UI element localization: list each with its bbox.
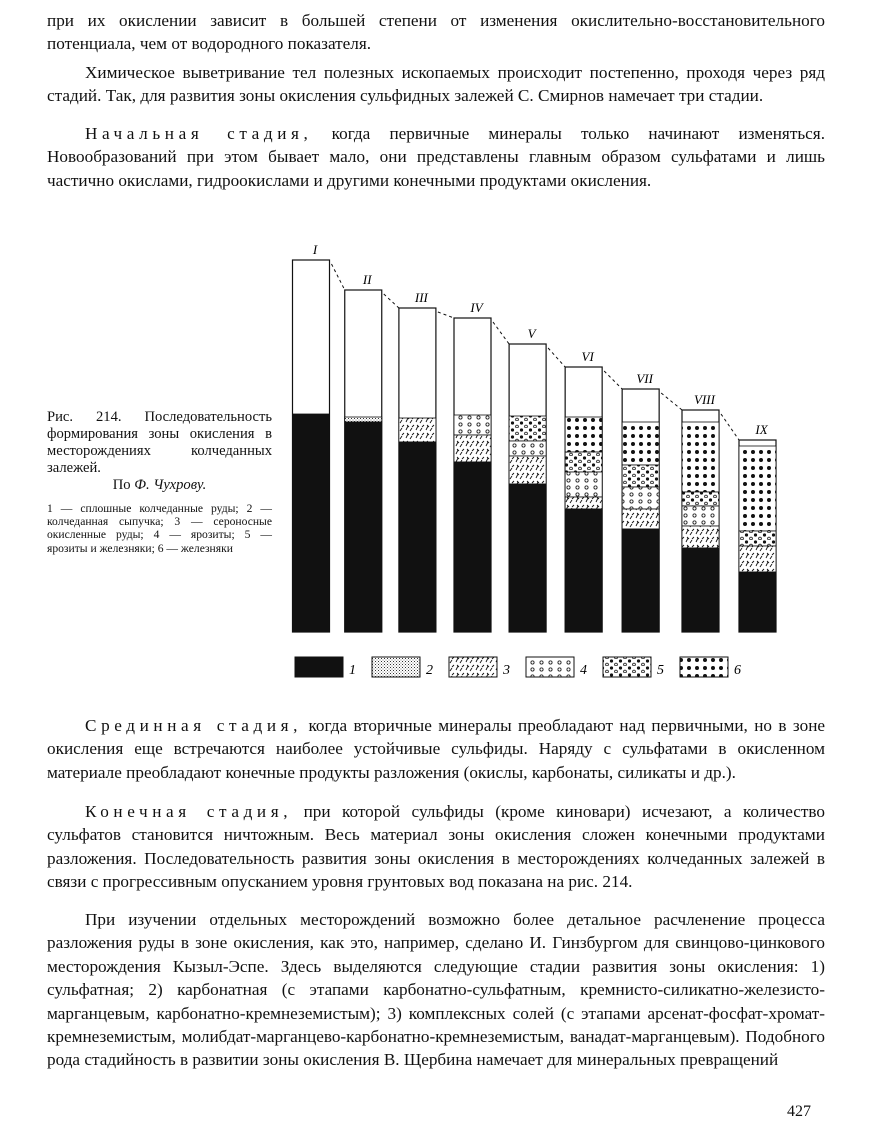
column-label-VIII: VIII xyxy=(694,392,715,407)
column-IV-layer-3 xyxy=(454,462,491,632)
figure-214-diagram xyxy=(285,232,768,694)
caption-byline xyxy=(47,477,272,494)
column-I-layer-1 xyxy=(293,414,330,632)
column-VI-layer-5 xyxy=(565,509,602,632)
column-label-VII: VII xyxy=(636,371,653,386)
column-VII-layer-4 xyxy=(622,509,659,529)
para5-term: Конечная стадия, xyxy=(85,802,293,821)
caption-author: Ф. Чухрову. xyxy=(134,477,207,493)
column-III-layer-1 xyxy=(399,418,436,442)
water-level-line xyxy=(604,371,622,389)
caption-by: По xyxy=(112,477,131,493)
column-IX-layer-3 xyxy=(739,546,776,572)
column-VIII-layer-4 xyxy=(682,526,719,548)
para5-text xyxy=(47,800,825,894)
figure-legend-text: 1 — сплошные колчеданные руды; 2 — колчеданная сыпучка; 3 — сероносные окисленные руды; 4 — ярозиты; 5 — ярозиты и железняки; 6 — железняки xyxy=(47,502,272,555)
para3-term: Начальная стадия, xyxy=(85,124,313,143)
legend-swatch-4 xyxy=(526,657,574,677)
legend-number-5: 5 xyxy=(657,663,664,678)
water-level-line xyxy=(661,393,682,410)
para3-text xyxy=(47,122,825,192)
water-level-line xyxy=(548,348,565,367)
column-label-IX: IX xyxy=(755,422,768,437)
legend-number-4: 4 xyxy=(580,663,587,678)
para4-text xyxy=(47,714,825,784)
column-IX-layer-4 xyxy=(739,572,776,632)
legend-swatch-6 xyxy=(680,657,728,677)
para1-text: при их окислении зависит в большей степени от изменения окислительно-восстановительного потенциала, чем от водородного показателя. xyxy=(47,11,825,54)
column-VIII-layer-3 xyxy=(682,506,719,526)
figure-caption xyxy=(47,409,272,494)
legend-swatch-5 xyxy=(603,657,651,677)
paragraph-2 xyxy=(47,61,825,108)
water-level-line xyxy=(493,322,509,344)
water-level-line xyxy=(332,264,345,290)
para4-term: Срединная стадия, xyxy=(85,716,303,735)
page-number: 427 xyxy=(787,1103,811,1120)
column-label-III: III xyxy=(414,290,428,305)
para6-text: При изучении отдельных месторождений возможно более детальное расчленение процесса разложения руды в зоне окисления, как это, например, сделано И. Гинзбургом для свинцово-цинкового месторождения Кызыл-Эспе. Здесь выделяются следующие стадии развития зоны окисления: 1) сульфатная; 2) карбонатная (с этапами карбонатно-сульфатным, кремнисто-силикатно-железисто-марганцевым, карбонатно-кремнеземистым); 3) комплексных солей (с этапами арсенат-фосфат-хромат-кремнеземистым, молибдат-марганцево-карбонатно-кремнеземистым, ванадат-марганцевым). Подобного рода стадийность в развитии зоны окисления В. Щербина намечает для минеральных превращений xyxy=(47,910,825,1070)
legend-number-6: 6 xyxy=(734,663,741,678)
legend-swatch-2 xyxy=(372,657,420,677)
column-V-layer-1 xyxy=(509,416,546,441)
legend-swatch-1 xyxy=(295,657,343,677)
legend-number-3: 3 xyxy=(503,663,510,678)
column-VI-layer-3 xyxy=(565,472,602,497)
column-VIII-layer-1 xyxy=(682,422,719,492)
column-label-V: V xyxy=(527,326,536,341)
legend-group xyxy=(295,657,741,678)
column-V-layer-2 xyxy=(509,441,546,456)
legend-number-2: 2 xyxy=(426,663,433,678)
column-VII-layer-3 xyxy=(622,487,659,509)
column-IV-layer-1 xyxy=(454,415,491,435)
column-V-layer-3 xyxy=(509,456,546,484)
column-IX-layer-1 xyxy=(739,446,776,531)
paragraph-6 xyxy=(47,908,825,1072)
column-VII-layer-5 xyxy=(622,529,659,632)
water-level-line xyxy=(438,312,454,318)
para2-text: Химическое выветривание тел полезных ископаемых происходит постепенно, проходя через ряд стадий. Так, для развития зоны окисления сульфидных залежей С. Смирнов намечает три стадии. xyxy=(47,63,825,106)
columns-group xyxy=(293,242,777,632)
column-label-VI: VI xyxy=(581,349,594,364)
paragraph-5 xyxy=(47,800,825,894)
column-III-layer-2 xyxy=(399,442,436,632)
para5-body: при которой сульфиды (кроме киновари) исчезают, а количество сульфатов становится ничтожным. Весь материал зоны окисления сложен конечными продуктами разложения. Последовательность развития зоны окисления в месторождениях колчеданных залежей в связи с прогрессивным опусканием уровня грунтовых вод показана на рис. 214. xyxy=(47,802,825,892)
column-VIII-layer-5 xyxy=(682,548,719,632)
paragraph-4 xyxy=(47,714,825,784)
column-label-II: II xyxy=(362,272,372,287)
column-VIII-layer-2 xyxy=(682,492,719,506)
column-VI-layer-4 xyxy=(565,497,602,509)
para4-body: когда вторичные минералы преобладают над первичными, но в зоне окисления еще встречаются наиболее устойчивые сульфиды. Наряду с сульфатами в окисленном материале преобладают конечные продукты разложения (окислы, карбонаты, силикаты и др.). xyxy=(47,716,826,782)
water-level-line xyxy=(384,294,399,308)
column-VII-layer-1 xyxy=(622,422,659,465)
column-VI-layer-1 xyxy=(565,417,602,452)
caption-text: Рис. 214. Последовательность формирования зоны окисления в месторождениях колчеданных залежей. xyxy=(47,409,272,476)
column-II-layer-2 xyxy=(345,422,382,632)
column-II-layer-1 xyxy=(345,417,382,422)
paragraph-1 xyxy=(47,9,825,56)
legend-swatch-3 xyxy=(449,657,497,677)
column-label-I: I xyxy=(312,242,318,257)
column-VII-layer-2 xyxy=(622,465,659,487)
para3-body: когда первичные минералы только начинают изменяться. Новообразований при этом бывает мало, они представлены главным образом сульфатами и лишь частично окислами, гидроокислами и другими конечными продуктами окисления. xyxy=(47,124,826,190)
column-V-layer-4 xyxy=(509,484,546,632)
column-IX-layer-2 xyxy=(739,531,776,546)
column-IV-layer-2 xyxy=(454,435,491,462)
paragraph-3 xyxy=(47,122,825,192)
column-label-IV: IV xyxy=(470,300,483,315)
water-level-line xyxy=(721,414,739,440)
legend-number-1: 1 xyxy=(349,663,356,678)
column-VI-layer-2 xyxy=(565,452,602,472)
